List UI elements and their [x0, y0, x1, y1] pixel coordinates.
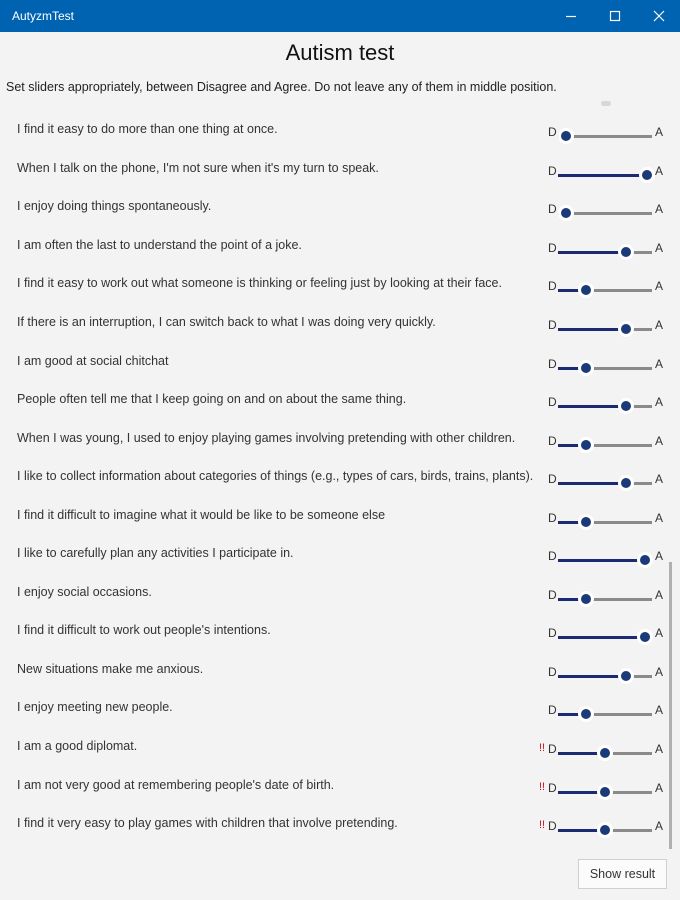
answer-slider-group — [539, 815, 669, 839]
answer-slider-group — [539, 237, 669, 261]
slider-thumb[interactable] — [558, 205, 574, 221]
question-text: I like to collect information about categories of things (e.g., types of cars, birds, trains, plants). — [17, 469, 534, 483]
agree-label: A — [655, 164, 664, 178]
answer-slider-group — [539, 507, 669, 531]
disagree-label: D — [548, 511, 557, 525]
slider-thumb[interactable] — [578, 706, 594, 722]
scroll-indicator — [601, 101, 611, 106]
question-text: I enjoy meeting new people. — [17, 700, 173, 714]
warning-mark: !! — [539, 742, 546, 754]
disagree-label: D — [548, 202, 557, 216]
question-text: When I was young, I used to enjoy playing games involving pretending with other children. — [17, 431, 516, 445]
answer-slider[interactable] — [558, 174, 652, 177]
agree-label: A — [655, 781, 664, 795]
answer-slider[interactable] — [558, 251, 652, 254]
answer-slider[interactable] — [558, 367, 652, 370]
slider-thumb[interactable] — [597, 745, 613, 761]
agree-label: A — [655, 511, 664, 525]
answer-slider-group — [539, 661, 669, 685]
slider-fill — [558, 675, 626, 678]
answer-slider[interactable] — [558, 521, 652, 524]
disagree-label: D — [548, 164, 557, 178]
slider-thumb[interactable] — [637, 629, 653, 645]
answer-slider-group — [539, 121, 669, 145]
answer-slider[interactable] — [558, 598, 652, 601]
answer-slider[interactable] — [558, 444, 652, 447]
agree-label: A — [655, 318, 664, 332]
slider-thumb[interactable] — [578, 514, 594, 530]
slider-fill — [558, 636, 645, 639]
answer-slider[interactable] — [558, 636, 652, 639]
answer-slider-group — [539, 622, 669, 646]
agree-label: A — [655, 472, 664, 486]
agree-label: A — [655, 588, 664, 602]
question-text: I find it difficult to imagine what it would be like to be someone else — [17, 508, 386, 522]
answer-slider[interactable] — [558, 328, 652, 331]
slider-thumb[interactable] — [618, 321, 634, 337]
answer-slider-group — [539, 160, 669, 184]
slider-fill — [558, 559, 645, 562]
slider-fill — [558, 251, 626, 254]
answer-slider-group — [539, 314, 669, 338]
disagree-label: D — [548, 665, 557, 679]
disagree-label: D — [548, 781, 557, 795]
answer-slider-group — [539, 391, 669, 415]
agree-label: A — [655, 241, 664, 255]
scrollbar[interactable] — [669, 562, 672, 849]
disagree-label: D — [548, 279, 557, 293]
answer-slider-group — [539, 198, 669, 222]
answer-slider[interactable] — [558, 212, 652, 215]
answer-slider[interactable] — [558, 675, 652, 678]
question-text: If there is an interruption, I can switch back to what I was doing very quickly. — [17, 315, 436, 329]
slider-thumb[interactable] — [618, 244, 634, 260]
question-text: I am good at social chitchat — [17, 354, 169, 368]
maximize-button[interactable] — [592, 0, 638, 32]
disagree-label: D — [548, 626, 557, 640]
slider-thumb[interactable] — [618, 668, 634, 684]
answer-slider[interactable] — [558, 713, 652, 716]
question-text: I enjoy social occasions. — [17, 585, 152, 599]
question-text: I find it difficult to work out people's intentions. — [17, 623, 271, 637]
warning-mark: !! — [539, 819, 546, 831]
agree-label: A — [655, 742, 664, 756]
answer-slider-group — [539, 777, 669, 801]
question-text: I am not very good at remembering people's date of birth. — [17, 778, 335, 792]
slider-thumb[interactable] — [578, 437, 594, 453]
slider-fill — [558, 405, 626, 408]
page-title: Autism test — [285, 40, 395, 65]
warning-mark: !! — [539, 781, 546, 793]
close-button[interactable] — [636, 0, 680, 32]
show-result-button[interactable]: Show result — [578, 859, 667, 889]
question-text: I find it easy to work out what someone is thinking or feeling just by looking at their face. — [17, 276, 502, 290]
question-text: New situations make me anxious. — [17, 662, 204, 676]
answer-slider-group — [539, 584, 669, 608]
disagree-label: D — [548, 819, 557, 833]
disagree-label: D — [548, 318, 557, 332]
disagree-label: D — [548, 703, 557, 717]
maximize-icon — [609, 10, 621, 22]
agree-label: A — [655, 125, 664, 139]
answer-slider-group — [539, 738, 669, 762]
answer-slider-group — [539, 430, 669, 454]
answer-slider[interactable] — [558, 405, 652, 408]
disagree-label: D — [548, 125, 557, 139]
answer-slider-group — [539, 275, 669, 299]
minimize-button[interactable] — [548, 0, 594, 32]
disagree-label: D — [548, 395, 557, 409]
disagree-label: D — [548, 742, 557, 756]
slider-thumb[interactable] — [639, 167, 655, 183]
slider-thumb[interactable] — [618, 398, 634, 414]
answer-slider[interactable] — [558, 791, 652, 794]
slider-thumb[interactable] — [597, 784, 613, 800]
slider-thumb[interactable] — [597, 822, 613, 838]
answer-slider[interactable] — [558, 752, 652, 755]
slider-thumb[interactable] — [637, 552, 653, 568]
disagree-label: D — [548, 472, 557, 486]
agree-label: A — [655, 665, 664, 679]
close-icon — [653, 10, 665, 22]
agree-label: A — [655, 202, 664, 216]
agree-label: A — [655, 703, 664, 717]
answer-slider[interactable] — [558, 482, 652, 485]
disagree-label: D — [548, 549, 557, 563]
answer-slider-group — [539, 353, 669, 377]
question-text: I find it very easy to play games with children that involve pretending. — [17, 816, 398, 830]
disagree-label: D — [548, 357, 557, 371]
instructions-text: Set sliders appropriately, between Disagree and Agree. Do not leave any of them in middle position. — [6, 80, 557, 94]
window-title: AutyzmTest — [12, 9, 75, 23]
agree-label: A — [655, 357, 664, 371]
question-text: I am a good diplomat. — [17, 739, 138, 753]
agree-label: A — [655, 279, 664, 293]
answer-slider-group — [539, 545, 669, 569]
answer-slider-group — [539, 699, 669, 723]
disagree-label: D — [548, 241, 557, 255]
slider-fill — [558, 328, 626, 331]
disagree-label: D — [548, 434, 557, 448]
slider-thumb[interactable] — [558, 128, 574, 144]
agree-label: A — [655, 395, 664, 409]
title-bar — [0, 0, 680, 32]
agree-label: A — [655, 819, 664, 833]
minimize-icon — [565, 10, 577, 22]
answer-slider[interactable] — [558, 289, 652, 292]
answer-slider[interactable] — [558, 829, 652, 832]
agree-label: A — [655, 434, 664, 448]
answer-slider[interactable] — [558, 135, 652, 138]
slider-thumb[interactable] — [578, 282, 594, 298]
slider-thumb[interactable] — [578, 360, 594, 376]
disagree-label: D — [548, 588, 557, 602]
question-text: When I talk on the phone, I'm not sure when it's my turn to speak. — [17, 161, 379, 175]
question-text: I am often the last to understand the point of a joke. — [17, 238, 302, 252]
slider-thumb[interactable] — [578, 591, 594, 607]
answer-slider[interactable] — [558, 559, 652, 562]
question-text: I enjoy doing things spontaneously. — [17, 199, 212, 213]
agree-label: A — [655, 626, 664, 640]
slider-thumb[interactable] — [618, 475, 634, 491]
question-text: I like to carefully plan any activities I participate in. — [17, 546, 294, 560]
agree-label: A — [655, 549, 664, 563]
slider-fill — [558, 174, 647, 177]
question-text: I find it easy to do more than one thing at once. — [17, 122, 278, 136]
answer-slider-group — [539, 468, 669, 492]
question-text: People often tell me that I keep going on and on about the same thing. — [17, 392, 407, 406]
slider-fill — [558, 482, 626, 485]
